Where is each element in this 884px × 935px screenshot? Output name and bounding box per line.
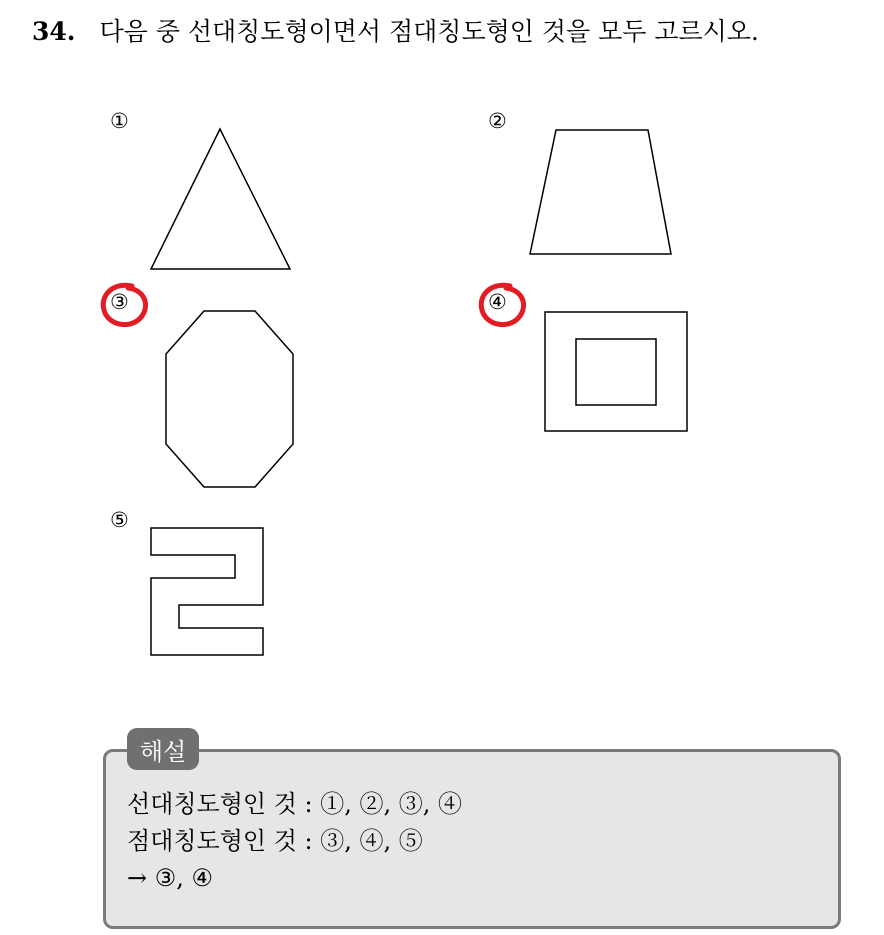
option-2-label[interactable]: ②: [488, 109, 507, 133]
solution-line-3: → ③, ④: [127, 864, 214, 892]
option-3-octagon: [166, 311, 293, 487]
option-5-label[interactable]: ⑤: [110, 508, 129, 532]
option-2-trapezoid: [530, 130, 671, 254]
option-3-label[interactable]: ③: [110, 290, 129, 314]
solution-tag: 해설: [127, 728, 199, 770]
option-1-triangle: [151, 129, 290, 269]
option-1-label[interactable]: ①: [110, 109, 129, 133]
option-4-label[interactable]: ④: [488, 290, 507, 314]
solution-line-2: 점대칭도형인 것 : ③, ④, ⑤: [127, 827, 423, 855]
question-text: 다음 중 선대칭도형이면서 점대칭도형인 것을 모두 고르시오.: [99, 17, 759, 46]
solution-text: [127, 786, 462, 897]
solution-line-1: 선대칭도형인 것 : ①, ②, ③, ④: [127, 790, 463, 818]
option-4-outer-square: [545, 312, 687, 431]
option-5-s-shape: [151, 528, 263, 655]
question-number: 34.: [32, 17, 76, 46]
option-4-inner-square: [576, 339, 656, 405]
